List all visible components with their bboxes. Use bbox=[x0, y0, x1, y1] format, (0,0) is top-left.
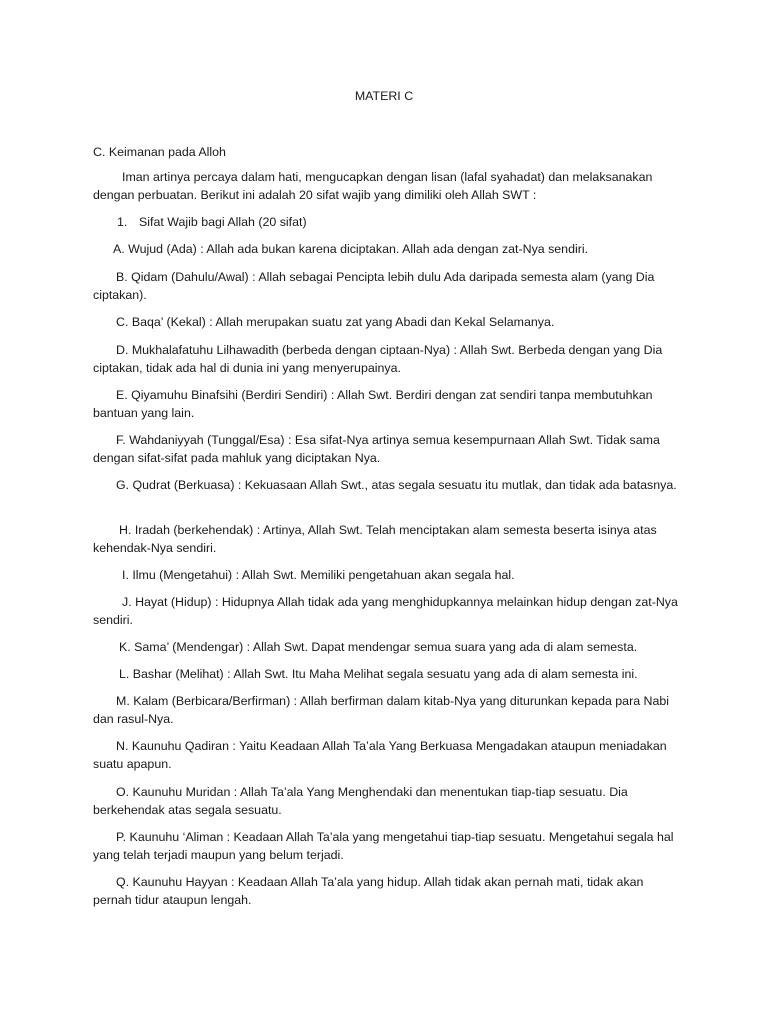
list-item: F. Wahdaniyyah (Tunggal/Esa) : Esa sifat-Nya artinya semua kesempurnaan Allah Swt. Tidak sama dengan sifat-sifat pada mahluk yang diciptakan Nya. bbox=[93, 433, 660, 465]
page-title: MATERI C bbox=[354, 89, 414, 103]
list-item: H. Iradah (berkehendak) : Artinya, Allah Swt. Telah menciptakan alam semesta beserta isinya atas kehendak-Nya sendiri. bbox=[93, 523, 657, 555]
intro-paragraph: Iman artinya percaya dalam hati, mengucapkan dengan lisan (lafal syahadat) dan melaksanakan dengan perbuatan. Berikut ini adalah 20 sifat wajib yang dimiliki oleh Allah SWT : bbox=[93, 170, 653, 202]
list-heading-number: 1. bbox=[117, 215, 128, 229]
list-item: L. Bashar (Melihat) : Allah Swt. Itu Maha Melihat segala sesuatu yang ada di alam semesta ini. bbox=[119, 667, 638, 681]
list-item: M. Kalam (Berbicara/Berfirman) : Allah berfirman dalam kitab-Nya yang diturunkan kepada para Nabi dan rasul-Nya. bbox=[93, 694, 670, 726]
list-heading-text: Sifat Wajib bagi Allah (20 sifat) bbox=[139, 215, 307, 229]
list-item: Q. Kaunuhu Hayyan : Keadaan Allah Ta’ala yang hidup. Allah tidak akan pernah mati, tidak akan pernah tidur ataupun lengah. bbox=[93, 875, 644, 907]
list-item: A. Wujud (Ada) : Allah ada bukan karena diciptakan. Allah ada dengan zat-Nya sendiri. bbox=[113, 242, 589, 256]
list-heading bbox=[117, 213, 307, 231]
list-item: K. Sama’ (Mendengar) : Allah Swt. Dapat mendengar semua suara yang ada di alam semesta. bbox=[119, 640, 638, 654]
list-item: B. Qidam (Dahulu/Awal) : Allah sebagai Pencipta lebih dulu Ada daripada semesta alam (yang Dia ciptakan). bbox=[93, 270, 655, 302]
list-item: P. Kaunuhu ‘Aliman : Keadaan Allah Ta’ala yang mengetahui tiap-tiap sesuatu. Mengetahui segala hal yang telah terjadi maupun yang belum terjadi. bbox=[93, 830, 674, 862]
list-item: C. Baqa’ (Kekal) : Allah merupakan suatu zat yang Abadi dan Kekal Selamanya. bbox=[116, 315, 555, 329]
list-item: O. Kaunuhu Muridan : Allah Ta’ala Yang Menghendaki dan menentukan tiap-tiap sesuatu. Dia berkehendak atas segala sesuatu. bbox=[93, 785, 628, 817]
section-heading: C. Keimanan pada Alloh bbox=[93, 145, 226, 159]
list-item: I. Ilmu (Mengetahui) : Allah Swt. Memiliki pengetahuan akan segala hal. bbox=[122, 568, 515, 582]
list-item: J. Hayat (Hidup) : Hidupnya Allah tidak ada yang menghidupkannya melainkan hidup dengan zat-Nya sendiri. bbox=[93, 595, 678, 627]
list-item: N. Kaunuhu Qadiran : Yaitu Keadaan Allah Ta’ala Yang Berkuasa Mengadakan ataupun meniadakan suatu apapun. bbox=[93, 739, 667, 771]
list-item: D. Mukhalafatuhu Lilhawadith (berbeda dengan ciptaan-Nya) : Allah Swt. Berbeda dengan yang Dia ciptakan, tidak ada hal di dunia ini yang menyerupainya. bbox=[93, 343, 663, 375]
list-item: E. Qiyamuhu Binafsihi (Berdiri Sendiri) : Allah Swt. Berdiri dengan zat sendiri tanpa membutuhkan bantuan yang lain. bbox=[93, 388, 653, 420]
list-item: G. Qudrat (Berkuasa) : Kekuasaan Allah Swt., atas segala sesuatu itu mutlak, dan tidak ada batasnya. bbox=[116, 478, 677, 492]
